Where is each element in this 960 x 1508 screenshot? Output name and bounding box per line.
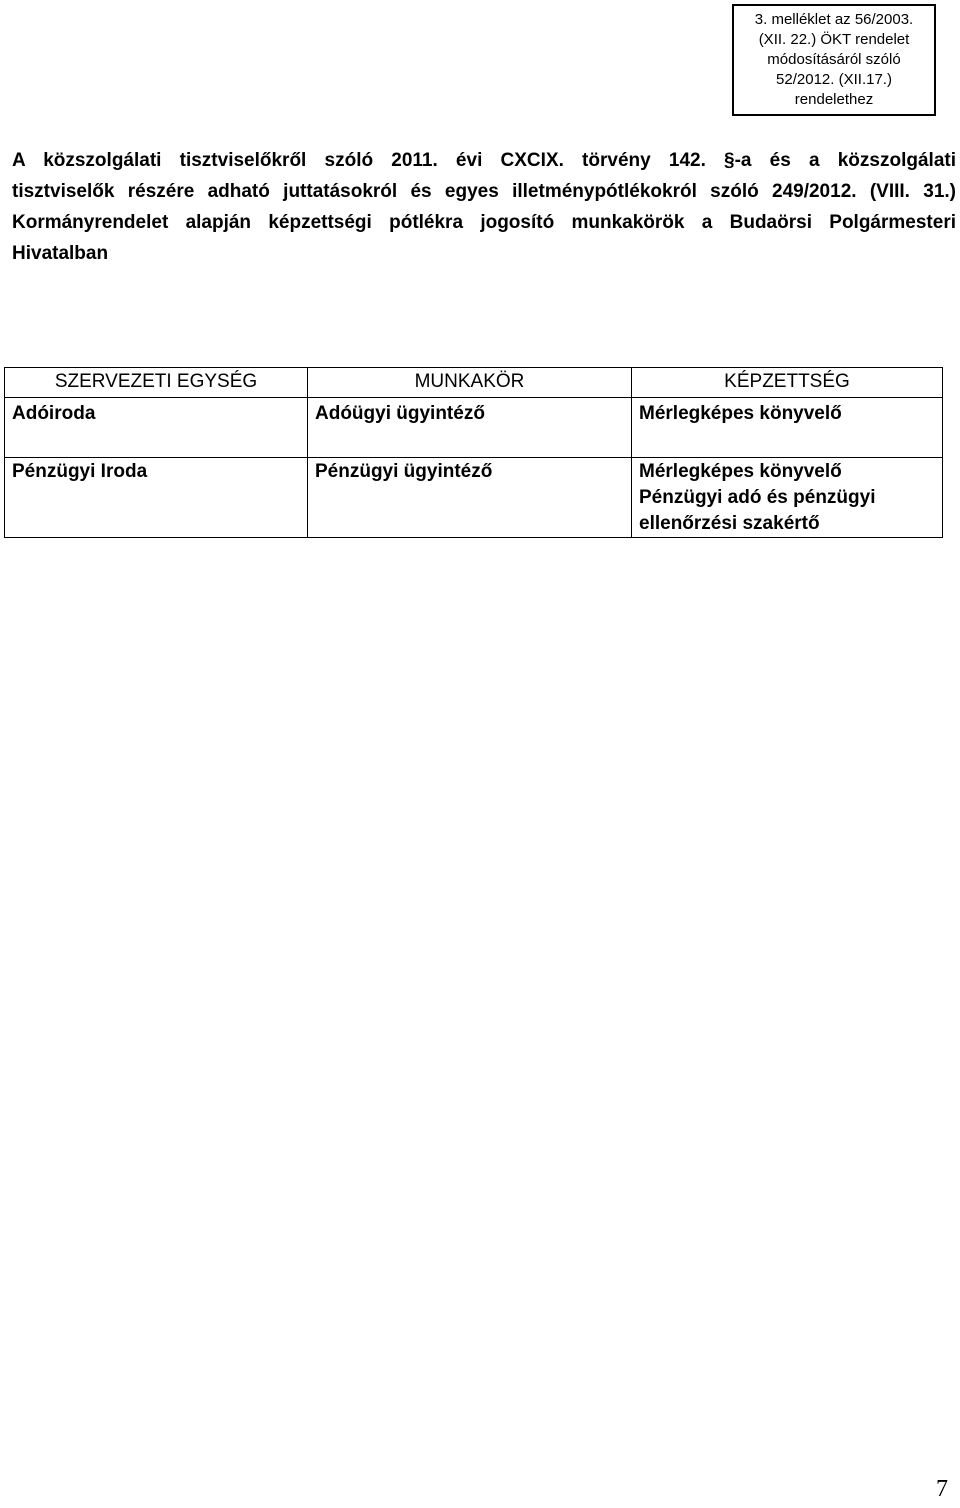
qualification-line: Mérlegképes könyvelő: [639, 403, 842, 424]
cell-unit: Adóiroda: [5, 398, 308, 458]
table-row: [5, 398, 943, 458]
qualification-line: Mérlegképes könyvelő: [639, 461, 842, 482]
cell-position: Pénzügyi ügyintéző: [308, 458, 632, 538]
qualification-line: Pénzügyi adó és pénzügyi: [639, 487, 876, 508]
document-title: [12, 145, 956, 269]
table-header-row: [5, 368, 943, 398]
column-header-unit: SZERVEZETI EGYSÉG: [5, 368, 308, 398]
page-number: 7: [936, 1476, 948, 1502]
title-line: A közszolgálati tisztviselőkről szóló 2011. évi CXCIX. törvény 142. §-a és a közszolgálati: [12, 150, 956, 171]
annex-line: (XII. 22.) ÖKT rendelet: [758, 31, 910, 48]
cell-position: Adóügyi ügyintéző: [308, 398, 632, 458]
column-header-position: MUNKAKÖR: [308, 368, 632, 398]
column-header-qualification: KÉPZETTSÉG: [632, 368, 943, 398]
title-line: Kormányrendelet alapján képzettségi pótlékra jogosító munkakörök a Budaörsi Polgármesteri: [12, 212, 956, 233]
cell-qualification: [632, 398, 943, 458]
annex-line: 3. melléklet az 56/2003.: [754, 11, 914, 28]
qualification-line: ellenőrzési szakértő: [639, 513, 820, 534]
annex-line: módosításáról szóló: [767, 51, 901, 68]
table-row: [5, 458, 943, 538]
annex-line: rendelethez: [794, 91, 874, 108]
cell-qualification: [632, 458, 943, 538]
title-line: Hivatalban: [12, 243, 109, 264]
qualification-table: [4, 367, 943, 538]
annex-line: 52/2012. (XII.17.): [776, 71, 892, 88]
cell-unit: Pénzügyi Iroda: [5, 458, 308, 538]
annex-reference-box: [732, 4, 936, 116]
title-line: tisztviselők részére adható juttatásokról és egyes illetménypótlékokról szóló 249/2012. (VIII. 31.): [12, 181, 956, 202]
